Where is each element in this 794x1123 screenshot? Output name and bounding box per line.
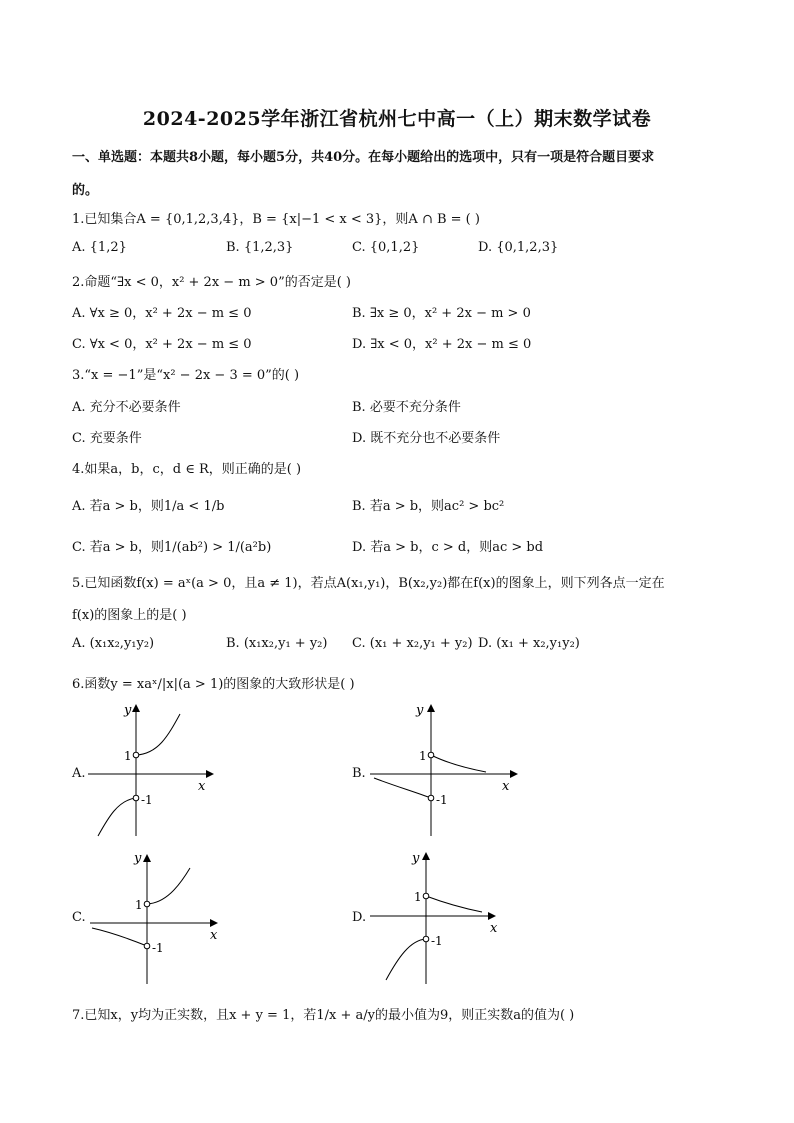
- q6-graph-c: [90, 848, 230, 988]
- q1-option-a: A. {1,2}: [72, 240, 127, 255]
- curve-right: [147, 868, 190, 904]
- q5-option-a: A. (x₁x₂,y₁y₂): [72, 636, 155, 651]
- curve-left: [92, 928, 147, 946]
- tick-1: 1: [419, 749, 427, 763]
- x-label: x: [502, 779, 510, 794]
- x-axis-arrow: [488, 912, 496, 920]
- q2-option-b: B. ∃x ≥ 0，x² + 2x − m > 0: [352, 306, 531, 321]
- page-title: 2024-2025学年浙江省杭州七中高一（上）期末数学试卷: [142, 108, 652, 130]
- question-7-stem: 7.已知x，y均为正实数，且x + y = 1，若1/x + a/y的最小值为9，则正实数a的值为( ): [72, 1008, 575, 1023]
- q5-option-d: D. (x₁ + x₂,y₁y₂): [478, 636, 580, 651]
- tick-neg1: -1: [436, 793, 448, 807]
- question-3-stem: 3.“x = −1”是“x² − 2x − 3 = 0”的( ): [72, 368, 300, 383]
- q6-graph-a: [88, 700, 218, 840]
- tick-1: 1: [414, 890, 422, 904]
- q6-graph-b: [370, 700, 520, 840]
- y-axis-arrow: [427, 704, 435, 712]
- x-axis-arrow: [210, 919, 218, 927]
- tick-neg1: -1: [431, 934, 443, 948]
- question-1-stem: 1.已知集合A = {0,1,2,3,4}，B = {x|−1 < x < 3}，则A ∩ B = ( ): [72, 212, 480, 227]
- open-point-neg1: [428, 795, 434, 801]
- y-label: y: [134, 851, 142, 866]
- q2-option-d: D. ∃x < 0，x² + 2x − m ≤ 0: [352, 337, 532, 352]
- y-label: y: [412, 851, 420, 866]
- curve-left: [98, 798, 136, 836]
- q1-option-b: B. {1,2,3}: [226, 240, 294, 255]
- open-point-1: [133, 752, 139, 758]
- q6-option-d-label: D.: [352, 910, 367, 925]
- y-label: y: [124, 703, 132, 718]
- open-point-1: [423, 893, 429, 899]
- x-axis-arrow: [206, 770, 214, 778]
- q3-option-d: D. 既不充分也不必要条件: [352, 431, 501, 446]
- q4-option-b: B. 若a > b，则ac² > bc²: [352, 499, 505, 514]
- q1-option-c: C. {0,1,2}: [352, 240, 420, 255]
- open-point-1: [144, 901, 150, 907]
- q6-option-b-label: B.: [352, 766, 366, 781]
- open-point-neg1: [133, 795, 139, 801]
- q4-option-d: D. 若a > b，c > d，则ac > bd: [352, 540, 544, 555]
- question-2-stem: 2.命题“∃x < 0，x² + 2x − m > 0”的否定是( ): [72, 275, 351, 290]
- curve-left: [386, 939, 426, 980]
- open-point-neg1: [423, 936, 429, 942]
- curve-left: [374, 778, 431, 798]
- q5-option-b: B. (x₁x₂,y₁ + y₂): [226, 636, 328, 651]
- q4-option-a: A. 若a > b，则1/a < 1/b: [72, 499, 225, 514]
- y-axis-arrow: [132, 704, 140, 712]
- x-label: x: [210, 928, 218, 943]
- question-5-stem: 5.已知函数f(x) = aˣ(a > 0，且a ≠ 1)，若点A(x₁,y₁)，B(x₂,y₂)都在f(x)的图象上，则下列各点一定在: [72, 576, 665, 591]
- tick-neg1: -1: [152, 941, 164, 955]
- q3-option-c: C. 充要条件: [72, 431, 142, 446]
- q2-option-c: C. ∀x < 0，x² + 2x − m ≤ 0: [72, 337, 252, 352]
- q3-option-a: A. 充分不必要条件: [72, 400, 181, 415]
- q5-option-c: C. (x₁ + x₂,y₁ + y₂): [352, 636, 473, 651]
- q4-option-c: C. 若a > b，则1/(ab²) > 1/(a²b): [72, 540, 272, 555]
- y-axis-arrow: [143, 854, 151, 862]
- q1-option-d: D. {0,1,2,3}: [478, 240, 559, 255]
- x-axis-arrow: [510, 770, 518, 778]
- curve-right: [431, 755, 486, 772]
- section-heading: 一、单选题：本题共8小题，每小题5分，共40分。在每小题给出的选项中，只有一项是符合题目要求: [72, 150, 655, 165]
- q3-option-b: B. 必要不充分条件: [352, 400, 461, 415]
- y-label: y: [416, 703, 424, 718]
- open-point-neg1: [144, 943, 150, 949]
- tick-1: 1: [124, 749, 132, 763]
- q6-option-c-label: C.: [72, 910, 86, 925]
- tick-neg1: -1: [141, 793, 153, 807]
- question-4-stem: 4.如果a，b，c，d ∈ R，则正确的是( ): [72, 462, 302, 477]
- x-label: x: [198, 779, 206, 794]
- question-5-stem-cont: f(x)的图象上的是( ): [72, 608, 187, 623]
- y-axis-arrow: [422, 852, 430, 860]
- x-label: x: [490, 921, 498, 936]
- q6-option-a-label: A.: [72, 766, 86, 781]
- curve-right: [426, 896, 482, 912]
- q6-graph-d: [370, 848, 510, 988]
- tick-1: 1: [135, 898, 143, 912]
- q2-option-a: A. ∀x ≥ 0，x² + 2x − m ≤ 0: [72, 306, 252, 321]
- curve-right: [136, 714, 180, 755]
- open-point-1: [428, 752, 434, 758]
- section-heading-cont: 的。: [72, 183, 99, 198]
- question-6-stem: 6.函数y = xaˣ/|x|(a > 1)的图象的大致形状是( ): [72, 677, 355, 692]
